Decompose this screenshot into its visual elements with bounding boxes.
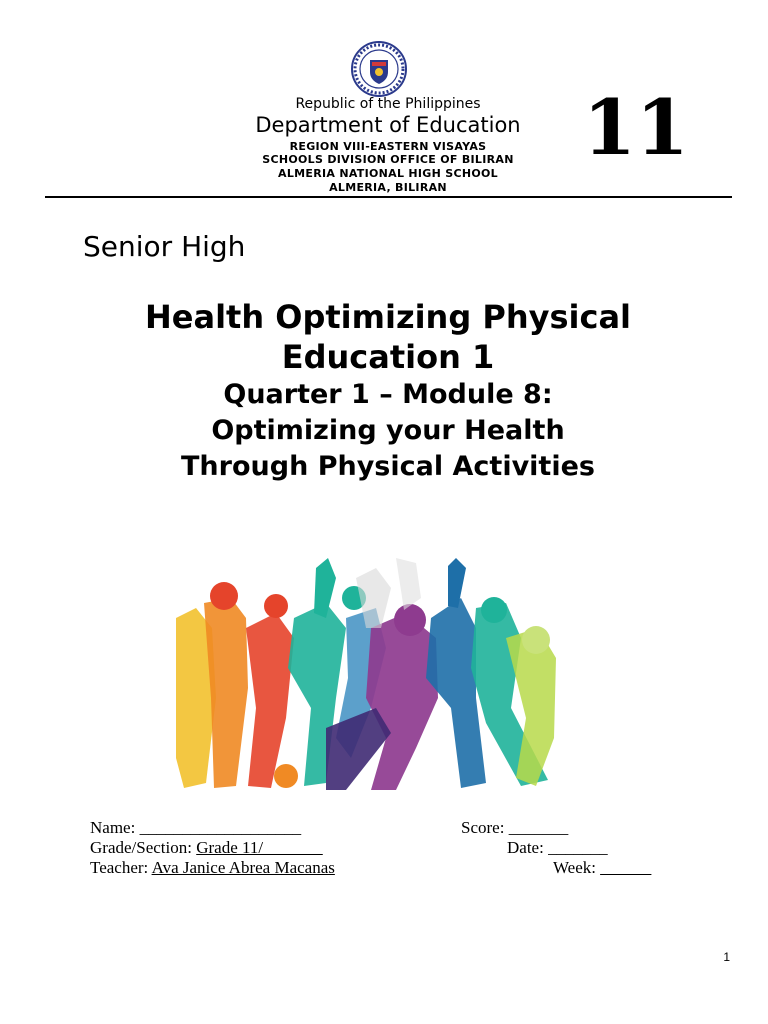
school-label: ALMERIA NATIONAL HIGH SCHOOL: [278, 167, 498, 180]
header-divider: [45, 196, 732, 198]
location-label: ALMERIA, BILIRAN: [329, 181, 447, 194]
department-label: Department of Education: [255, 113, 521, 137]
title-line-1: Health Optimizing Physical: [144, 298, 631, 336]
date-label: Date:: [507, 838, 544, 857]
division-label: SCHOOLS DIVISION OFFICE OF BILIRAN: [262, 153, 514, 166]
athletes-silhouette-illustration: [176, 558, 568, 794]
teacher-field: [90, 858, 335, 878]
date-field: [507, 838, 608, 858]
teacher-label: Teacher:: [90, 858, 149, 877]
teacher-name: Ava Janice Abrea Macanas: [151, 858, 335, 877]
grade-section-label: Grade/Section:: [90, 838, 192, 857]
week-blank: ______: [600, 858, 652, 877]
level-label: Senior High: [83, 230, 246, 263]
page-number: 1: [723, 950, 730, 964]
grade-section-field: [90, 838, 323, 858]
name-blank: ___________________: [139, 818, 302, 837]
deped-seal-icon: [350, 40, 408, 98]
topic-line-2: Through Physical Activities: [181, 451, 595, 482]
name-label: Name:: [90, 818, 136, 837]
title-line-2: Education 1: [281, 338, 495, 376]
region-label: REGION VIII-EASTERN VISAYAS: [289, 140, 487, 153]
name-field: [90, 818, 301, 838]
score-field: [461, 818, 568, 838]
week-field: [553, 858, 651, 878]
score-blank: _______: [508, 818, 569, 837]
republic-label: Republic of the Philippines: [295, 96, 481, 112]
score-label: Score:: [461, 818, 505, 837]
topic-line-1: Optimizing your Health: [211, 415, 565, 446]
week-label: Week:: [553, 858, 596, 877]
grade-section-value: Grade 11/_______: [196, 838, 323, 857]
grade-number: 11: [583, 83, 689, 172]
module-label: Quarter 1 – Module 8:: [223, 379, 553, 410]
date-blank: _______: [548, 838, 608, 857]
